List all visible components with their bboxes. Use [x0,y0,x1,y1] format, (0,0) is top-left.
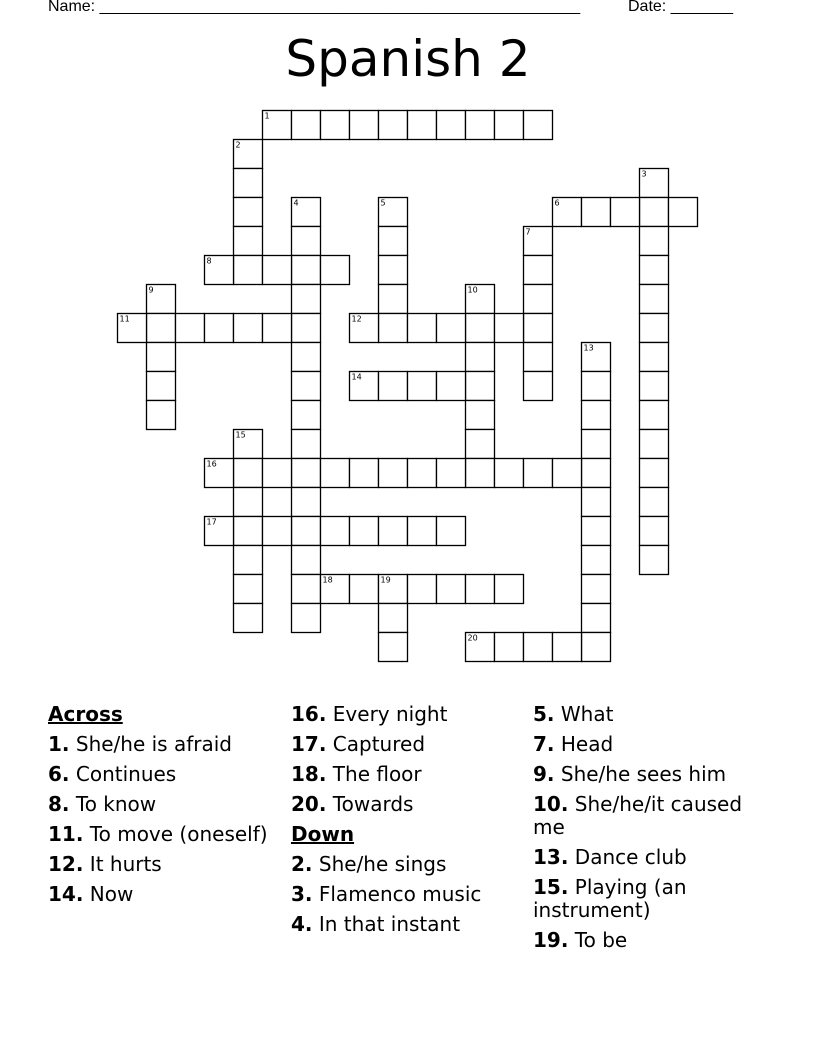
grid-cell[interactable] [234,256,263,285]
grid-clue-number: 7 [525,227,531,237]
grid-cell[interactable] [640,546,669,575]
grid-clue-number: 20 [467,633,478,643]
grid-clue-number: 16 [206,459,217,469]
grid-cell[interactable] [466,111,495,140]
grid-cell[interactable] [263,314,292,343]
grid-clue-number: 6 [554,198,560,208]
grid-cell[interactable] [350,459,379,488]
grid-cell[interactable] [466,314,495,343]
grid-cell[interactable] [379,633,408,662]
grid-cell[interactable] [582,372,611,401]
grid-cell[interactable] [582,517,611,546]
grid-cell[interactable] [379,372,408,401]
grid-cell[interactable] [263,459,292,488]
grid-cell[interactable] [292,111,321,140]
grid-cell[interactable] [176,314,205,343]
grid-clue-number: 9 [148,285,154,295]
grid-cell[interactable] [234,227,263,256]
grid-cell[interactable] [611,198,640,227]
grid-cell[interactable] [669,198,698,227]
grid-cell[interactable] [640,517,669,546]
grid-cell[interactable] [292,488,321,517]
grid-clue-number: 2 [235,140,241,150]
grid-cell[interactable] [234,459,263,488]
grid-cell[interactable] [292,575,321,604]
grid-cell[interactable] [582,430,611,459]
grid-clue-number: 19 [380,575,391,585]
across-heading: Across [48,702,123,726]
grid-cell[interactable] [640,372,669,401]
grid-cell[interactable] [582,198,611,227]
page-title: Spanish 2 [285,30,531,88]
grid-cell[interactable] [147,401,176,430]
grid-cell[interactable] [582,546,611,575]
grid-cell[interactable] [640,256,669,285]
grid-cell[interactable] [495,314,524,343]
clue-item: 3. Flamenco music [291,882,482,906]
clue-item: 14. Now [48,882,134,906]
grid-cell[interactable] [147,372,176,401]
grid-cell[interactable] [263,517,292,546]
grid-cell[interactable] [524,285,553,314]
grid-cell[interactable] [379,604,408,633]
grid-cell[interactable] [437,314,466,343]
grid-cell[interactable] [350,517,379,546]
grid-cell[interactable] [640,198,669,227]
clue-item: 1. She/he is afraid [48,732,232,756]
grid-cell[interactable] [437,372,466,401]
grid-clue-number: 12 [351,314,362,324]
grid-clue-number: 3 [641,169,647,179]
clue-item: 8. To know [48,792,157,816]
grid-cell[interactable] [205,314,234,343]
grid-cell[interactable] [234,604,263,633]
clue-item: 20. Towards [291,792,414,816]
grid-cell[interactable] [640,488,669,517]
grid-cell[interactable] [147,343,176,372]
grid-clue-number: 15 [235,430,246,440]
grid-cell[interactable] [524,372,553,401]
grid-cell[interactable] [234,517,263,546]
grid-clue-number: 17 [206,517,217,527]
grid-cell[interactable] [379,285,408,314]
grid-cell[interactable] [234,198,263,227]
clue-item: 7. Head [533,732,614,756]
grid-cell[interactable] [640,430,669,459]
grid-cell[interactable] [234,546,263,575]
clue-item: 5. What [533,702,614,726]
grid-cell[interactable] [147,314,176,343]
grid-cell[interactable] [379,459,408,488]
grid-cell[interactable] [437,575,466,604]
clue-item: 17. Captured [291,732,426,756]
clue-item: 12. It hurts [48,852,162,876]
clue-item: 13. Dance club [533,845,687,869]
grid-cell[interactable] [292,372,321,401]
clue-item: 18. The floor [291,762,422,786]
grid-cell[interactable] [437,111,466,140]
name-field[interactable]: Name: ______________________________________________________ [48,0,581,15]
grid-cell[interactable] [524,633,553,662]
grid-clue-number: 8 [206,256,212,266]
clue-item: 6. Continues [48,762,177,786]
grid-cell[interactable] [553,633,582,662]
grid-cell[interactable] [234,314,263,343]
grid-cell[interactable] [292,604,321,633]
grid-cell[interactable] [234,575,263,604]
grid-cell[interactable] [350,575,379,604]
grid-cell[interactable] [379,517,408,546]
grid-cell[interactable] [437,517,466,546]
clue-item: 10. She/he/it caused me [533,792,743,839]
down-heading: Down [291,822,355,846]
grid-cell[interactable] [292,227,321,256]
grid-cell[interactable] [379,227,408,256]
clue-column-2 [291,703,531,943]
grid-cell[interactable] [408,111,437,140]
grid-clue-number: 11 [119,314,130,324]
clue-item: 16. Every night [291,702,448,726]
grid-cell[interactable] [524,314,553,343]
grid-cell[interactable] [582,575,611,604]
grid-cell[interactable] [582,459,611,488]
grid-cell[interactable] [408,517,437,546]
grid-cell[interactable] [379,256,408,285]
grid-cell[interactable] [263,256,292,285]
grid-cell[interactable] [292,546,321,575]
grid-clue-number: 10 [467,285,478,295]
grid-cell[interactable] [466,459,495,488]
grid-cell[interactable] [292,256,321,285]
grid-cell[interactable] [408,459,437,488]
clue-column-3 [533,703,773,959]
grid-cell[interactable] [524,256,553,285]
grid-cell[interactable] [640,285,669,314]
grid-cell[interactable] [582,604,611,633]
grid-cell[interactable] [408,372,437,401]
grid-cell[interactable] [350,111,379,140]
grid-cell[interactable] [292,401,321,430]
grid-cell[interactable] [408,575,437,604]
grid-cell[interactable] [640,227,669,256]
grid-cell[interactable] [466,575,495,604]
clue-item: 4. In that instant [291,912,461,936]
grid-cell[interactable] [495,111,524,140]
grid-cell[interactable] [292,285,321,314]
grid-cell[interactable] [466,401,495,430]
grid-cell[interactable] [553,459,582,488]
clue-item: 11. To move (oneself) [48,822,268,846]
grid-clue-number: 14 [351,372,362,382]
grid-cell[interactable] [582,488,611,517]
grid-clue-number: 1 [264,111,270,121]
grid-cell[interactable] [640,343,669,372]
grid-cell[interactable] [640,314,669,343]
grid-clue-number: 4 [293,198,299,208]
grid-cell[interactable] [321,111,350,140]
grid-cell[interactable] [379,314,408,343]
grid-cell[interactable] [234,488,263,517]
grid-cell[interactable] [379,111,408,140]
grid-cell[interactable] [437,459,466,488]
date-field[interactable]: Date: _______ [628,0,733,15]
grid-cell[interactable] [466,372,495,401]
grid-cell[interactable] [292,517,321,546]
grid-clue-number: 18 [322,575,333,585]
grid-cell[interactable] [524,111,553,140]
grid-cell[interactable] [321,459,350,488]
grid-cell[interactable] [292,459,321,488]
grid-cell[interactable] [321,517,350,546]
grid-cell[interactable] [582,633,611,662]
grid-cell[interactable] [292,430,321,459]
grid-cell[interactable] [495,575,524,604]
grid-cell[interactable] [466,430,495,459]
clue-column-1 [48,703,288,913]
grid-cell[interactable] [292,314,321,343]
grid-cell[interactable] [640,459,669,488]
clue-item: 2. She/he sings [291,852,447,876]
grid-clue-number: 5 [380,198,386,208]
grid-cell[interactable] [524,459,553,488]
grid-cell[interactable] [524,343,553,372]
grid-cell[interactable] [234,169,263,198]
grid-cell[interactable] [495,459,524,488]
clue-item: 15. Playing (an instrument) [533,875,687,922]
grid-cell[interactable] [321,256,350,285]
grid-clue-number: 13 [583,343,594,353]
grid-cell[interactable] [640,401,669,430]
grid-cell[interactable] [292,343,321,372]
grid-cell[interactable] [495,633,524,662]
clue-item: 9. She/he sees him [533,762,727,786]
grid-cell[interactable] [408,314,437,343]
grid-cell[interactable] [582,401,611,430]
grid-cell[interactable] [466,343,495,372]
clue-item: 19. To be [533,928,628,952]
